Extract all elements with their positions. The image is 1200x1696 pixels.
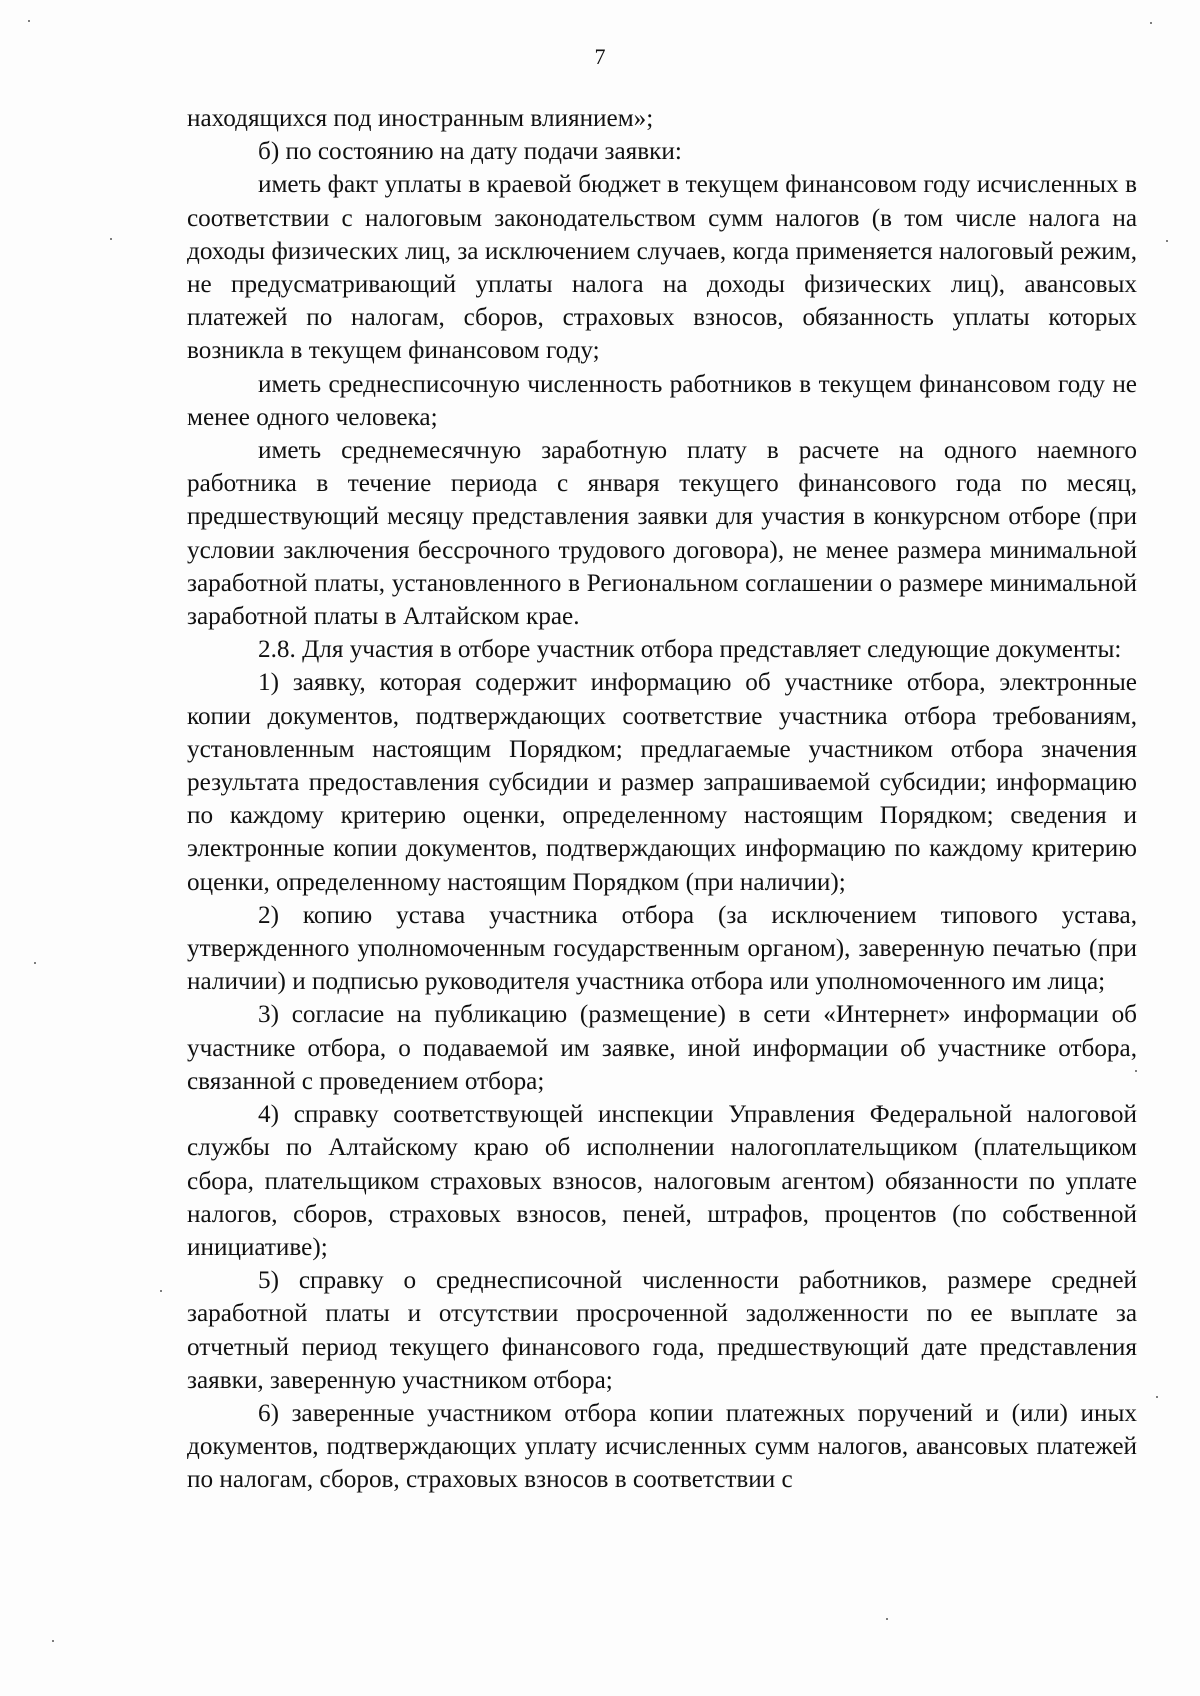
scan-speck bbox=[886, 1618, 888, 1620]
paragraph-9: 3) согласие на публикацию (размещение) в сети «Интернет» информации об участнике отбора, о подаваемой им заявке, иной информации об участнике отбора, связанной с проведением отбора; bbox=[187, 1001, 1137, 1095]
paragraph-6: 2.8. Для участия в отборе участник отбора представляет следующие документы: bbox=[258, 636, 1122, 664]
paragraph-3: иметь факт уплаты в краевой бюджет в текущем финансовом году исчисленных в соответствии с налоговым законодательством сумм налогов (в том числе налога на доходы физических лиц, за исключением случаев, когда применяется налоговый режим, не предусматривающий уплаты налога на доходы физических лиц), авансовых платежей по налогам, сборов, страховых взносов, обязанность уплаты которых возникла в текущем финансовом году; bbox=[187, 171, 1137, 365]
paragraph-12: 6) заверенные участником отбора копии платежных поручений и (или) иных документов, подтверждающих уплату исчисленных сумм налогов, авансовых платежей по налогам, сборов, страховых взносов в соответствии с bbox=[187, 1399, 1137, 1494]
scan-speck bbox=[160, 1290, 162, 1292]
scan-speck bbox=[1166, 240, 1168, 242]
paragraph-5: иметь среднемесячную заработную плату в расчете на одного наемного работника в течение периода с января текущего финансового года по месяц, предшествующий месяцу представления заявки для участия в конкурсном отборе (при условии заключения бессрочного трудового договора), не менее размера минимальной заработной платы, установленного в Региональном соглашении о размере минимальной заработной платы в Алтайском крае. bbox=[187, 437, 1137, 631]
scan-speck bbox=[1156, 1396, 1158, 1398]
document-body bbox=[187, 102, 1137, 1497]
scan-speck bbox=[1150, 22, 1152, 24]
scan-speck bbox=[34, 962, 36, 964]
scan-speck bbox=[110, 238, 112, 240]
paragraph-11: 5) справку о среднесписочной численности работников, размере средней заработной платы и отсутствии просроченной задолженности по ее выплате за отчетный период текущего финансового года, предшествующий дате представления заявки, заверенную участником отбора; bbox=[187, 1267, 1137, 1394]
paragraph-1: находящихся под иностранным влиянием»; bbox=[187, 105, 654, 132]
paragraph-10: 4) справку соответствующей инспекции Управления Федеральной налоговой службы по Алтайскому краю об исполнении налогоплательщиком (плательщиком сбора, плательщиком страховых взносов, налоговым агентом) обязанности по уплате налогов, сборов, страховых взносов, пеней, штрафов, процентов (по собственной инициативе); bbox=[187, 1101, 1137, 1261]
scan-speck bbox=[52, 1640, 54, 1642]
paragraph-7: 1) заявку, которая содержит информацию об участнике отбора, электронные копии документов, подтверждающих соответствие участника отбора требованиям, установленным настоящим Порядком; предлагаемые участником отбора значения результата предоставления субсидии и размер запрашиваемой субсидии; информацию по каждому критерию оценки, определенному настоящим Порядком; сведения и электронные копии документов, подтверждающих информацию по каждому критерию оценки, определенному настоящим Порядком (при наличии); bbox=[187, 669, 1137, 896]
scan-speck bbox=[28, 20, 30, 22]
page-number: 7 bbox=[594, 44, 606, 69]
paragraph-4: иметь среднесписочную численность работников в текущем финансовом году не менее одного человека; bbox=[187, 370, 1137, 431]
scan-speck bbox=[1135, 1070, 1137, 1072]
paragraph-8: 2) копию устава участника отбора (за исключением типового устава, утвержденного уполномоченным государственным органом), заверенную печатью (при наличии) и подписью руководителя участника отбора или уполномоченного им лица; bbox=[187, 901, 1137, 996]
paragraph-2: б) по состоянию на дату подачи заявки: bbox=[258, 138, 682, 166]
